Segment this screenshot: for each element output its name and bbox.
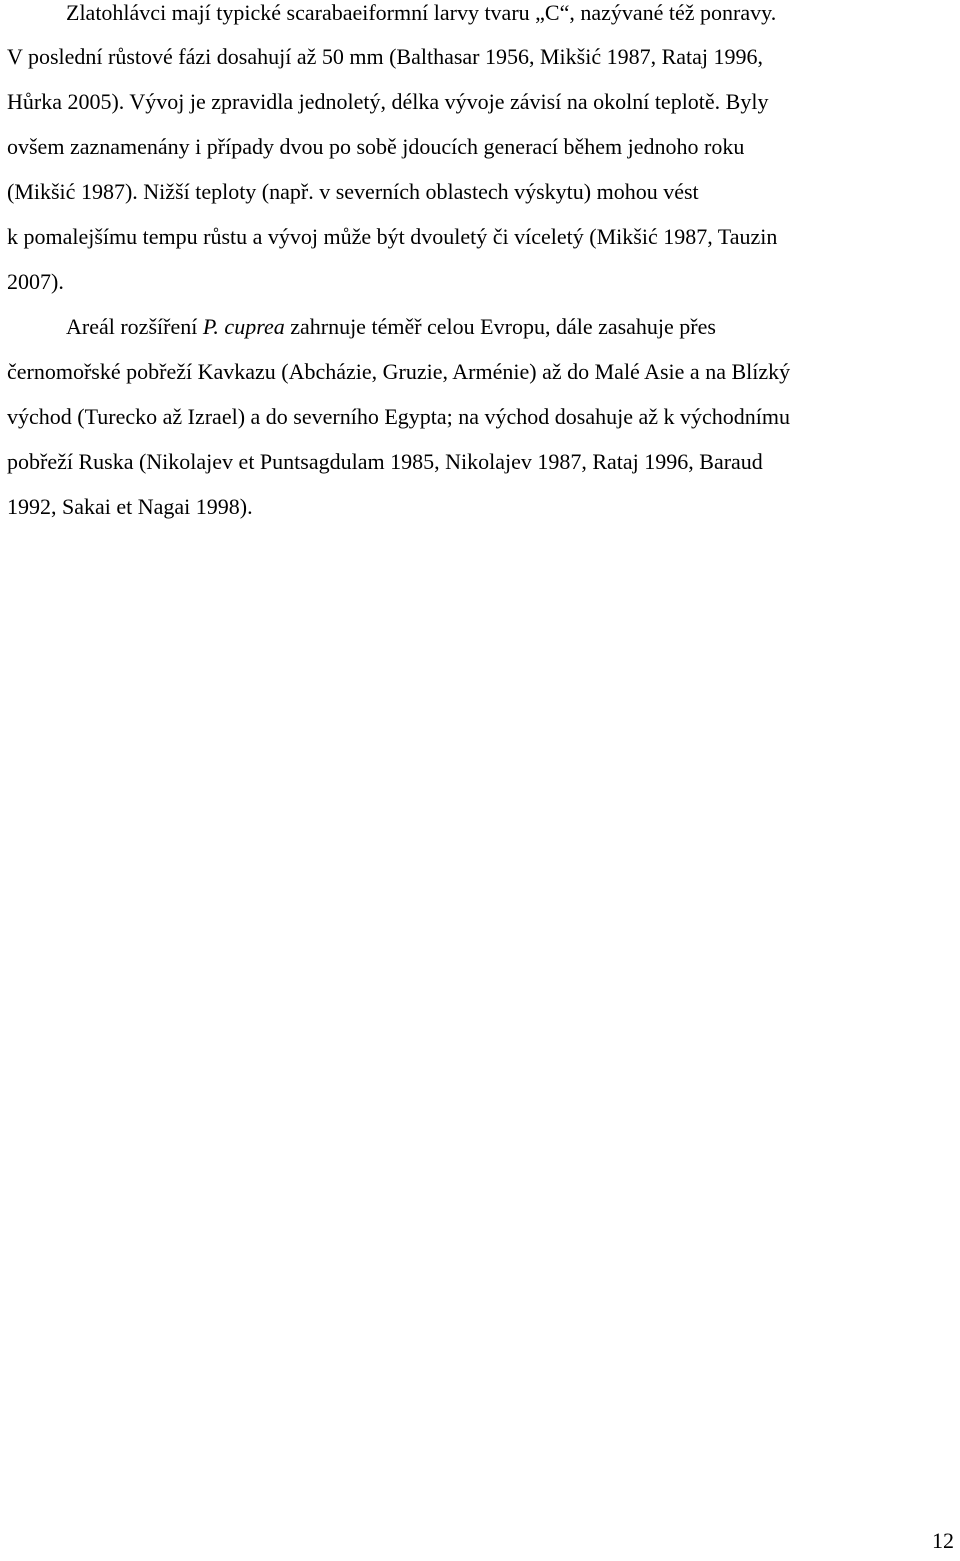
paragraph-2-line-1	[66, 314, 716, 340]
paragraph-2-line-4: pobřeží Ruska (Nikolajev et Puntsagdulam 1985, Nikolajev 1987, Rataj 1996, Baraud	[7, 449, 763, 474]
paragraph-2-line-2: černomořské pobřeží Kavkazu (Abcházie, Gruzie, Arménie) až do Malé Asie a na Blízký	[7, 359, 791, 384]
paragraph-1-line-5: (Mikšić 1987). Nižší teploty (např. v severních oblastech výskytu) mohou vést	[7, 179, 699, 204]
page-number: 12	[932, 1528, 954, 1553]
paragraph-1-line-2: V poslední růstové fázi dosahují až 50 mm (Balthasar 1956, Mikšić 1987, Rataj 1996,	[7, 44, 764, 69]
paragraph-1-line-6: k pomalejšímu tempu růstu a vývoj může být dvouletý či víceletý (Mikšić 1987, Tauzin	[7, 224, 778, 249]
paragraph-2-line-3: východ (Turecko až Izrael) a do severního Egypta; na východ dosahuje až k východnímu	[7, 404, 790, 429]
paragraph-1-line-3: Hůrka 2005). Vývoj je zpravidla jednoletý, délka vývoje závisí na okolní teplotě. Byly	[7, 89, 769, 114]
paragraph-1-line-7: 2007).	[7, 269, 64, 294]
paragraph-2-text-after: zahrnuje téměř celou Evropu, dále zasahuje přes	[284, 314, 716, 339]
paragraph-1-line-4: ovšem zaznamenány i případy dvou po sobě jdoucích generací během jednoho roku	[7, 134, 745, 159]
paragraph-1-line-1: Zlatohlávci mají typické scarabaeiformní larvy tvaru „C“, nazývané též ponravy.	[66, 0, 777, 25]
paragraph-2-line-5: 1992, Sakai et Nagai 1998).	[7, 494, 253, 519]
paragraph-2-text-before: Areál rozšíření	[66, 314, 203, 339]
species-name: P. cuprea	[202, 314, 285, 339]
